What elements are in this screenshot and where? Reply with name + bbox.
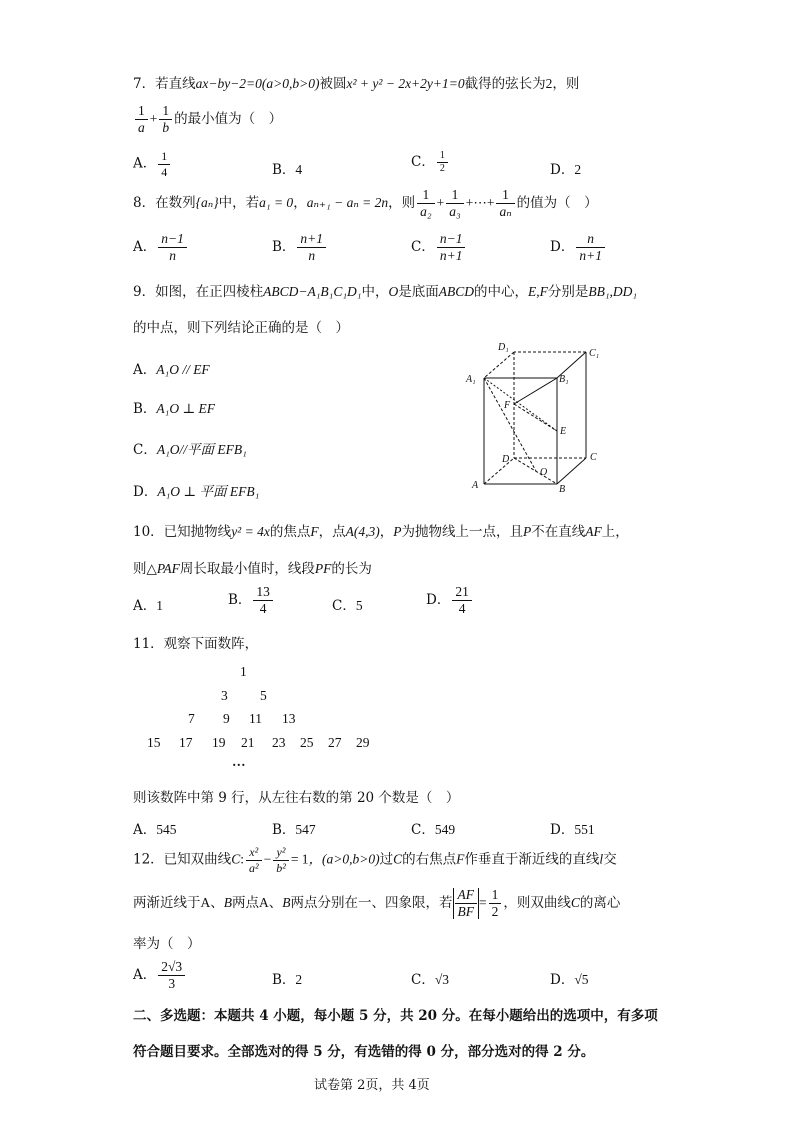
tri-cell: 3	[221, 688, 228, 703]
label-E: E	[560, 426, 567, 437]
label-F: F	[504, 400, 511, 411]
page-footer: 试卷第 2页，共 4页	[314, 1078, 430, 1093]
q10-option-d: D． $\frac{21}{4}$	[426, 585, 474, 616]
q7-option-a: A． $\frac{1}{4}$	[133, 150, 172, 178]
label-C1: C₁	[589, 348, 600, 359]
label-C: C	[590, 452, 597, 463]
q7-option-c: C． $\frac{1}{2}$	[411, 150, 450, 175]
q10-option-a: A．1	[133, 598, 163, 614]
q9-option-a: A．A₁O // EF	[133, 362, 210, 378]
q8-option-d: D． $\frac{n}{n+1}$	[550, 232, 607, 263]
q7-frac-1-over-b: $\frac{1}{b}$	[159, 104, 172, 135]
label-D1: D₁	[498, 342, 509, 353]
label-B1: B₁	[559, 374, 569, 385]
q9-stem-line1: 9．如图，在正四棱柱ABCD−A₁B₁C₁D₁中，O是底面ABCD的中心，E,F分别是BB₁,DD₁	[133, 284, 638, 300]
q8-option-c: C． $\frac{n-1}{n+1}$	[411, 232, 467, 263]
q9-option-d: D．A₁O ⊥ 平面 EFB₁	[133, 484, 260, 500]
q10-option-b: B． $\frac{13}{4}$	[228, 585, 275, 616]
q12-option-b: B．2	[272, 972, 303, 988]
label-B: B	[559, 484, 566, 495]
q10-stem-line2: 则△PAF周长取最小值时，线段PF的长为	[133, 561, 372, 577]
tri-cell: 7	[188, 711, 195, 726]
q7-stem-line1: 7．若直线ax−by−2=0(a>0,b>0)被圆x² + y² − 2x+2y+1=0截得的弦长为2，则	[133, 76, 580, 92]
q12-option-d: D．√5	[550, 972, 589, 988]
tri-cell: 5	[260, 688, 267, 703]
q7-frac-1-over-a: $\frac{1}{a}$	[135, 104, 148, 135]
q10-stem-line1: 10．已知抛物线y² = 4x的焦点F，点A(4,3)，P为抛物线上一点，且P不在直线AF上，	[133, 524, 629, 540]
q11-ask: 则该数阵中第 9 行，从左往右数的第 20 个数是（ ）	[133, 790, 460, 806]
tri-cell: 19	[212, 735, 226, 750]
tri-cell: 23	[272, 735, 286, 750]
tri-cell: 15	[147, 735, 161, 750]
q7-stem-line2: $\frac{1}{a}$ + $\frac{1}{b}$ 的最小值为（ ）	[133, 104, 282, 135]
q9-option-b: B．A₁O ⊥ EF	[133, 401, 216, 417]
q8-option-a: A． $\frac{n-1}{n}$	[133, 232, 189, 263]
label-D: D	[502, 454, 510, 465]
tri-cell: 11	[249, 711, 262, 726]
q10-option-c: C．5	[332, 598, 363, 614]
q9-stem-line2: 的中点，则下列结论正确的是（ ）	[133, 320, 349, 336]
q12-stem-line2: 两渐近线于A、B两点A、B两点分别在一、四象限，若 $\frac{AF}{BF}$ = $\frac{1}{2}$ ，则双曲线C的离心	[133, 887, 621, 920]
q11-title: 11．观察下面数阵，	[133, 636, 259, 652]
q12-stem-line3: 率为（ ）	[133, 936, 201, 952]
label-A: A	[472, 480, 479, 491]
q7-option-b: B．4	[272, 162, 303, 178]
section2-heading-line2: 符合题目要求。全部选对的得 5 分，有选错的得 0 分，部分选对的得 2 分。	[133, 1044, 595, 1060]
q12-stem-line1: 12．已知双曲线C: $\frac{\text{x²}}{\text{a²}}$ − $\frac{\text{y²}}{\text{b²}}$ = 1，(a>0,b>0)过C的右焦点F作垂直于渐近线的直线l交	[133, 845, 617, 875]
tri-cell: 27	[328, 735, 342, 750]
label-O: O	[540, 467, 548, 478]
section2-heading-line1: 二、多选题：本题共 4 小题，每小题 5 分，共 20 分。在每小题给出的选项中，有多项	[133, 1008, 658, 1024]
tri-cell: 17	[179, 735, 193, 750]
q9-prism-figure	[462, 338, 612, 498]
q11-option-c: C．549	[411, 822, 456, 838]
tri-cell: 21	[241, 735, 255, 750]
tri-cell: 9	[223, 711, 230, 726]
q11-option-a: A．545	[133, 822, 177, 838]
q12-option-a: A． $\frac{2√3}{3}$	[133, 960, 187, 991]
tri-cell: 25	[300, 735, 314, 750]
q9-option-c: C．A₁O//平面 EFB₁	[133, 442, 247, 458]
q11-option-b: B．547	[272, 822, 316, 838]
q12-option-c: C．√3	[411, 972, 450, 988]
tri-cell: 29	[356, 735, 370, 750]
q8-stem: 8．在数列{aₙ}中，若a₁ = 0，aₙ₊₁ − aₙ = 2n，则 $\frac{1}{\text{a₂}}$ + $\frac{1}{\text{a₃}}$ +⋯+ $\frac{1}{\text{aₙ}}$ 的值为（ ）	[133, 187, 598, 220]
tri-cell: 13	[282, 711, 296, 726]
q7-option-d: D．2	[550, 162, 582, 178]
tri-cell: 1	[240, 664, 247, 679]
q11-option-d: D．551	[550, 822, 595, 838]
tri-ellipsis: …	[232, 754, 246, 769]
label-A1: A₁	[466, 374, 476, 385]
q8-option-b: B． $\frac{n+1}{n}$	[272, 232, 328, 263]
